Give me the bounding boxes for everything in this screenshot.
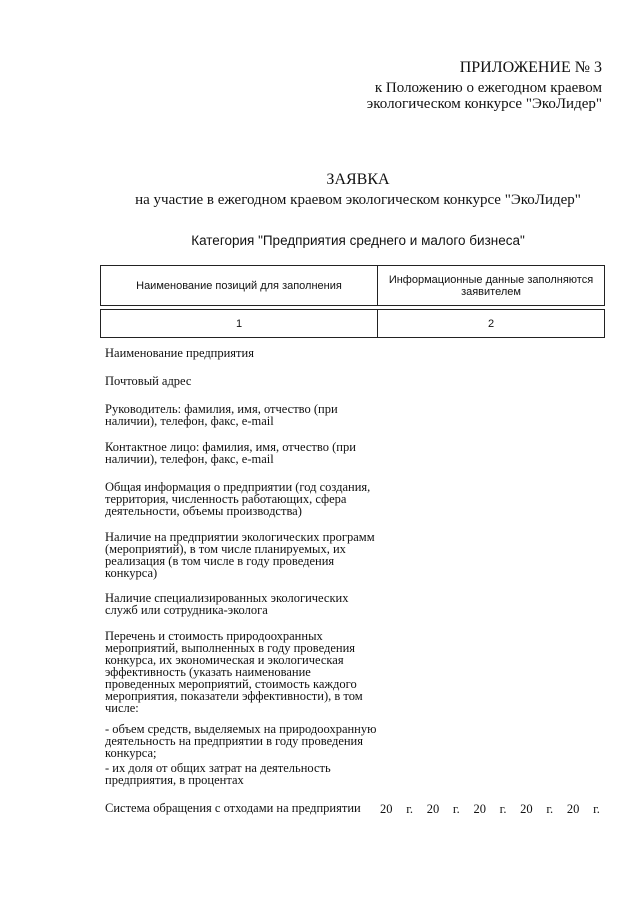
item-measures-list: Перечень и стоимость природоохранных мероприятий, выполненных в году проведения конкурса, их экономическая и экологическая эффективность (указать наименование проведенных мероприятий, стоимость каждого мероприятия, показатели эффективности), в том числе: [105,629,363,715]
appendix-header [367,60,602,112]
year-1-suffix: г. [406,802,414,816]
year-5: 20 [566,802,580,816]
item-funds-share: - их доля от общих затрат на деятельность предприятия, в процентах [105,761,331,787]
year-2-suffix: г. [452,802,460,816]
year-4: 20 [520,802,533,816]
item-funds-volume: - объем средств, выделяемых на природоохранную деятельность на предприятии в году проведения конкурса; [105,722,377,760]
item-waste-system: Система обращения с отходами на предприятии [105,801,361,815]
item-company-name: Наименование предприятия [105,346,254,360]
category-line: Категория "Предприятия среднего и малого бизнеса" [191,233,525,248]
item-contact-person: Контактное лицо: фамилия, имя, отчество (при наличии), телефон, факс, e-mail [105,440,356,466]
col2-header: Информационные данные заполняются заявителем [378,266,605,306]
col1-number: 1 [101,310,378,338]
item-eco-programs: Наличие на предприятии экологических программ (мероприятий), в том числе планируемых, их реализация (в том числе в году проведения конкурса) [105,530,375,580]
item-postal-address: Почтовый адрес [105,374,192,388]
form-table-header [100,265,605,338]
col2-number: 2 [378,310,605,338]
doc-title: ЗАЯВКА [326,171,390,188]
col1-header: Наименование позиций для заполнения [101,266,378,306]
year-4-suffix: г. [546,802,554,816]
appendix-number: ПРИЛОЖЕНИЕ № 3 [459,59,602,76]
year-2: 20 [426,802,440,816]
item-eco-service: Наличие специализированных экологических служб или сотрудника-эколога [105,591,349,617]
year-3: 20 [473,802,486,816]
year-columns [380,802,600,817]
year-5-suffix: г. [593,802,600,816]
doc-subtitle: на участие в ежегодном краевом экологическом конкурсе "ЭкоЛидер" [135,192,581,208]
appendix-ref-line2: экологическом конкурсе "ЭкоЛидер" [366,96,602,112]
year-3-suffix: г. [499,802,507,816]
item-general-info: Общая информация о предприятии (год создания, территория, численность работающих, сфера деятельности, объемы производства) [105,480,371,518]
appendix-ref-line1: к Положению о ежегодном краевом [374,80,602,96]
year-1: 20 [380,802,393,816]
item-director: Руководитель: фамилия, имя, отчество (при наличии), телефон, факс, e-mail [105,402,338,428]
